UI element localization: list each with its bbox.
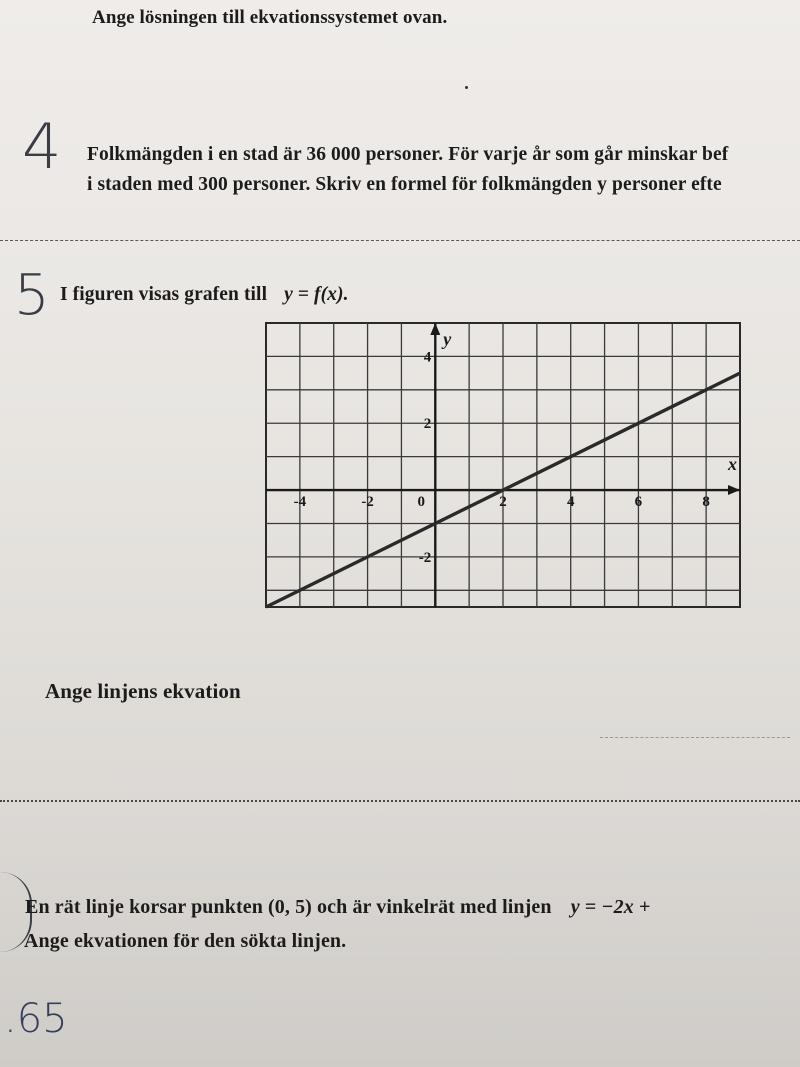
- q5-number: 5: [14, 263, 50, 328]
- x-tick-label: -4: [293, 494, 307, 511]
- q4-line-2: i staden med 300 personer. Skriv en formel för folkmängden y personer efte: [87, 174, 722, 195]
- y-tick-label: 2: [423, 416, 432, 433]
- linear-graph: [258, 315, 748, 615]
- handwritten-page-number: .65: [4, 996, 68, 1042]
- x-axis-arrow: [728, 485, 740, 495]
- ink-dot: [465, 86, 468, 89]
- y-axis-label: y: [443, 329, 452, 349]
- separator-q4: [0, 240, 800, 241]
- x-tick-label: 6: [634, 494, 643, 511]
- x-tick-label: 4: [566, 494, 575, 511]
- x-tick-label: 2: [499, 494, 507, 511]
- q6-formula: y = −2x +: [570, 896, 651, 918]
- q5-intro-text: I figuren visas grafen till: [60, 284, 268, 305]
- x-axis-label: x: [728, 454, 737, 475]
- y-tick-label: -2: [418, 549, 432, 566]
- q4-line-1: Folkmängden i en stad är 36 000 personer. För varje år som går minskar bef: [87, 144, 729, 165]
- answer-line-1: [600, 737, 790, 738]
- q5-formula: y = f(x).: [284, 284, 349, 305]
- q5-intro: [60, 284, 349, 306]
- x-tick-label: 0: [417, 494, 426, 511]
- separator-q5: [0, 800, 800, 802]
- top-instruction: Ange lösningen till ekvationssystemet ovan.: [92, 7, 448, 28]
- q6-line-2: Ange ekvationen för den sökta linjen.: [24, 930, 347, 952]
- q6-line-1-text: En rät linje korsar punkten (0, 5) och är vinkelrät med linjen: [25, 896, 552, 918]
- q4-number: 4: [22, 110, 62, 183]
- q5-answer-prompt: Ange linjens ekvation: [45, 679, 241, 703]
- x-tick-label: -2: [361, 494, 374, 511]
- q6-line-1: [25, 896, 650, 919]
- y-tick-label: 4: [423, 349, 432, 366]
- x-tick-label: 8: [702, 494, 710, 511]
- y-axis-arrow: [430, 323, 440, 335]
